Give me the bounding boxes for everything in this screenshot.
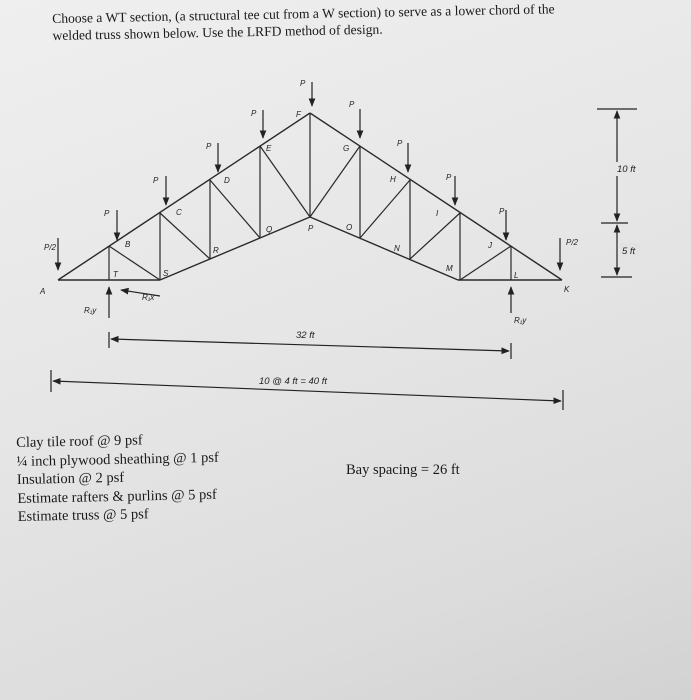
node-label-i: I xyxy=(436,209,439,218)
node-label-f: F xyxy=(296,110,301,119)
dimension-label-inner-span: 32 ft xyxy=(296,330,315,341)
load-arrows xyxy=(58,82,560,270)
dimension-label-overhang: 5 ft xyxy=(622,246,636,257)
web-members xyxy=(109,113,511,280)
node-label-c: C xyxy=(176,208,182,217)
load-label: P xyxy=(397,139,403,148)
reaction-label-left-vertical: R₁y xyxy=(84,306,97,315)
load-label: P xyxy=(349,100,355,109)
node-label-p: P xyxy=(308,224,314,233)
node-label-e: E xyxy=(266,144,272,153)
node-label-t: T xyxy=(113,270,118,279)
reaction-label-right-vertical: R₁y xyxy=(514,316,527,325)
node-label-h: H xyxy=(390,175,396,184)
load-label: P xyxy=(251,109,257,118)
node-label-a: A xyxy=(40,287,46,296)
load-item: Estimate truss @ 5 psf xyxy=(17,506,149,525)
dimension-label-total-span: 10 @ 4 ft = 40 ft xyxy=(259,376,328,387)
load-label: P xyxy=(104,209,110,218)
dimension-label-height: 10 ft xyxy=(617,164,636,175)
node-label-g: G xyxy=(343,144,350,153)
load-item: Insulation @ 2 psf xyxy=(16,469,125,488)
reaction-arrows xyxy=(109,287,511,318)
node-label-l: L xyxy=(514,271,519,280)
load-label: P xyxy=(206,142,212,151)
load-label: P xyxy=(446,173,452,182)
node-label-n: N xyxy=(394,244,400,253)
load-list xyxy=(16,430,220,527)
load-label-half-left: P/2 xyxy=(44,243,57,252)
load-label: P xyxy=(300,79,306,88)
node-label-o: O xyxy=(346,223,353,232)
node-label-q: Q xyxy=(266,225,273,234)
load-item: Estimate rafters & purlins @ 5 psf xyxy=(17,486,217,507)
node-label-j: J xyxy=(488,241,492,250)
problem-line-1: Choose a WT section, (a structural tee cut from a W section) to serve as a lower chord of the xyxy=(52,1,555,26)
node-label-d: D xyxy=(224,176,230,185)
bay-spacing: Bay spacing = 26 ft xyxy=(346,462,460,478)
node-label-r: R xyxy=(213,246,219,255)
load-label: P xyxy=(153,176,159,185)
load-item: Clay tile roof @ 9 psf xyxy=(16,432,143,451)
load-item: ¼ inch plywood sheathing @ 1 psf xyxy=(16,449,219,470)
node-labels xyxy=(39,110,570,296)
reaction-label-left-horizontal: R₁x xyxy=(142,293,155,302)
load-label: P xyxy=(499,207,505,216)
node-label-b: B xyxy=(125,240,131,249)
load-label-half-right: P/2 xyxy=(566,238,579,247)
node-label-s: S xyxy=(163,269,169,278)
node-label-k: K xyxy=(564,285,570,294)
problem-line-2: welded truss shown below. Use the LRFD method of design. xyxy=(52,21,383,43)
node-label-m: M xyxy=(446,264,453,273)
